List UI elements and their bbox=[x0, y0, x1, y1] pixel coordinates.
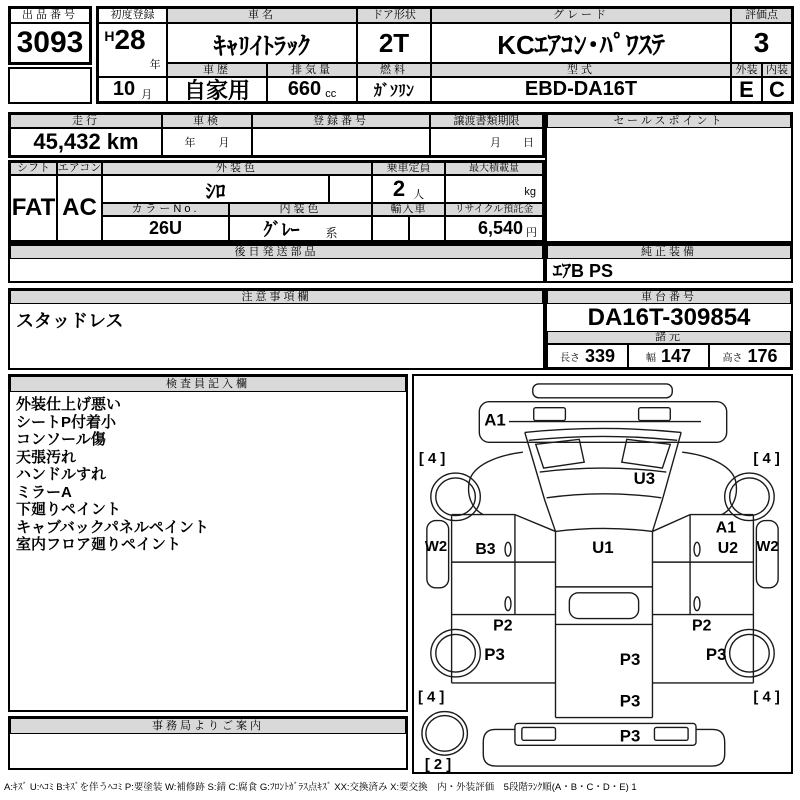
inspector-note-item: 天張汚れ bbox=[16, 448, 77, 466]
sales-point-header: セールスポイント bbox=[547, 114, 791, 128]
model-code-value: EBD-DA16T bbox=[431, 77, 731, 102]
diagram-label-right-bed-p2: P2 bbox=[692, 617, 712, 635]
diagram-label-rear-left-tire: [ 4 ] bbox=[417, 689, 445, 706]
grade-value: KCｴｱｺﾝ･ﾊﾟﾜｽﾃ bbox=[431, 23, 731, 63]
color-no-header: カラーNo. bbox=[102, 203, 229, 216]
inspector-notes-list bbox=[10, 392, 406, 710]
diagram-label-right-door-u2: U2 bbox=[717, 540, 739, 558]
inspector-note-item: 外装仕上げ悪い bbox=[16, 396, 122, 413]
first-reg-year-unit: 年 bbox=[149, 59, 161, 71]
recycle-deposit-unit: 円 bbox=[526, 227, 537, 239]
first-reg-year: 28 bbox=[114, 24, 146, 55]
inspection-value-cell bbox=[162, 128, 252, 156]
max-load-value-cell bbox=[445, 175, 543, 203]
spec-height-cell bbox=[709, 344, 791, 368]
chassis-number-value: DA16T-309854 bbox=[547, 304, 791, 331]
diagram-label-tailgate-p3: P3 bbox=[619, 691, 641, 711]
recycle-deposit-header: リサイクル預託金 bbox=[445, 203, 543, 216]
windshield-right-pane-shape bbox=[622, 439, 670, 468]
spec-height-value: 176 bbox=[747, 345, 778, 366]
diagram-label-front-left-tire: [ 4 ] bbox=[418, 451, 446, 468]
specs-header: 諸元 bbox=[547, 331, 791, 344]
capacity-value-cell bbox=[372, 175, 445, 203]
spare-tire-shape bbox=[422, 712, 468, 756]
interior-color-header: 内装色 bbox=[229, 203, 372, 216]
displacement-unit: cc bbox=[325, 87, 337, 100]
office-notice-body bbox=[10, 734, 406, 768]
aircon-value: AC bbox=[57, 175, 102, 241]
spec-width-cell bbox=[628, 344, 709, 368]
interior-color-suffix: 系 bbox=[325, 226, 338, 240]
door-shape-header: ドア形状 bbox=[357, 8, 431, 23]
diagram-label-floor: U1 bbox=[592, 538, 614, 558]
diagram-label-right-door-a1: A1 bbox=[715, 519, 737, 537]
displacement-header: 排気量 bbox=[267, 63, 357, 77]
first-reg-header: 初度登録 bbox=[98, 8, 167, 23]
interior-grade-value: C bbox=[762, 77, 792, 102]
transfer-docs-header: 譲渡書類期限 bbox=[430, 114, 543, 128]
door-shape-value: 2T bbox=[357, 23, 431, 63]
right-headlight-shape bbox=[639, 408, 671, 421]
spec-length-cell bbox=[547, 344, 628, 368]
shift-value: FAT bbox=[10, 175, 57, 241]
exterior-grade-value: E bbox=[731, 77, 762, 102]
exterior-grade-header: 外装 bbox=[731, 63, 762, 77]
inspector-note-item: キャブバックパネルペイント bbox=[16, 518, 209, 536]
lot-number-header: 出品番号 bbox=[10, 8, 90, 23]
inspector-note-item: 室内フロア廻りペイント bbox=[16, 536, 182, 553]
score-header: 評価点 bbox=[731, 8, 792, 23]
chassis-specs-box bbox=[545, 288, 793, 370]
spec-width-label: 幅 bbox=[645, 352, 656, 364]
interior-color-value-cell bbox=[229, 216, 372, 241]
import-car-cell-2 bbox=[409, 216, 445, 241]
diagram-label-right-rear-p3: P3 bbox=[705, 645, 727, 665]
diagram-label-right-sill: W2 bbox=[756, 539, 779, 556]
rear-window-shape bbox=[569, 593, 638, 619]
office-notice-header: 事務局よりご案内 bbox=[10, 718, 406, 734]
oem-equipment-box bbox=[545, 243, 793, 283]
rear-left-wheel-shape bbox=[431, 629, 480, 677]
interior-color-value: ｸﾞﾚｰ bbox=[263, 219, 300, 240]
damage-diagram-box bbox=[412, 374, 793, 774]
inspector-note-item: コンソール傷 bbox=[16, 431, 106, 448]
damage-code-legend: A:ｷｽﾞ U:ﾍｺﾐ B:ｷｽﾞを伴うﾍｺﾐ P:要塗装 W:補修跡 S:錆 C:腐食 G:ﾌﾛﾝﾄｶﾞﾗｽ点ｷｽﾞ XX:交換済み X:要交換 内・外装評価 5段階ﾗﾝｸ順(A・B・C・D・E) 1 bbox=[4, 782, 637, 793]
inspector-notes-box bbox=[8, 374, 408, 712]
caution-notes-header: 注意事項欄 bbox=[10, 290, 543, 304]
caution-notes-box bbox=[8, 288, 545, 370]
displacement-value: 660 bbox=[287, 78, 322, 100]
inspector-note-item: ハンドルすれ bbox=[16, 466, 107, 483]
sales-point-body bbox=[547, 128, 791, 241]
inspector-notes-header: 検査員記入欄 bbox=[10, 376, 406, 392]
spec-width-value: 147 bbox=[660, 345, 692, 366]
chassis-number-header: 車台番号 bbox=[547, 290, 791, 304]
car-name-value: ｷｬﾘｲﾄﾗｯｸ bbox=[167, 23, 357, 63]
grade-header: グレード bbox=[431, 8, 731, 23]
max-load-header: 最大積載量 bbox=[445, 162, 543, 175]
diagram-label-spare-tire: [ 2 ] bbox=[424, 757, 452, 772]
capacity-value: 2 bbox=[392, 176, 406, 201]
registration-number-header: 登録番号 bbox=[252, 114, 430, 128]
spec-height-label: 高さ bbox=[722, 352, 743, 364]
spec-length-value: 339 bbox=[584, 345, 616, 366]
shift-header: シフト bbox=[10, 162, 57, 175]
diagram-label-cab-front: A1 bbox=[484, 410, 506, 430]
diagram-label-left-rear-p3: P3 bbox=[484, 645, 505, 665]
displacement-value-cell bbox=[267, 77, 357, 102]
history-header: 車歴 bbox=[167, 63, 267, 77]
first-reg-year-cell bbox=[98, 23, 167, 77]
later-parts-box bbox=[8, 243, 545, 283]
truck-damage-diagram bbox=[414, 376, 791, 772]
registration-number-value bbox=[252, 128, 430, 156]
first-reg-era: H bbox=[104, 28, 115, 44]
diagram-label-left-sill: W2 bbox=[424, 539, 448, 556]
windshield-left-pane-shape bbox=[536, 439, 584, 468]
mileage-header: 走行 bbox=[10, 114, 162, 128]
diagram-label-bed-center-p3: P3 bbox=[619, 650, 641, 670]
inspector-note-item: ミラーA bbox=[16, 483, 72, 501]
inspection-month-unit: 月 bbox=[218, 137, 230, 149]
vehicle-header-table bbox=[96, 6, 794, 104]
import-car-cell-1 bbox=[372, 216, 409, 241]
front-bumper-shape bbox=[533, 384, 673, 398]
diagram-label-windshield: U3 bbox=[633, 468, 656, 488]
right-door-handle-shape bbox=[694, 542, 700, 556]
oem-equipment-value: ｴｱB PS bbox=[547, 259, 791, 281]
history-value: 自家用 bbox=[167, 77, 267, 102]
inspection-header: 車検 bbox=[162, 114, 252, 128]
later-parts-body bbox=[10, 259, 543, 281]
capacity-header: 乗車定員 bbox=[372, 162, 445, 175]
front-right-wheel-shape bbox=[725, 473, 774, 521]
first-reg-month-unit: 月 bbox=[141, 88, 153, 101]
import-car-header: 輸入車 bbox=[372, 203, 445, 216]
color-no-value: 26U bbox=[102, 216, 229, 241]
lot-number-value: 3093 bbox=[10, 23, 90, 63]
left-door-handle-shape bbox=[505, 542, 511, 556]
diagram-label-left-door: B3 bbox=[475, 541, 496, 559]
transfer-month-unit: 月 bbox=[490, 137, 501, 149]
transfer-day-unit: 日 bbox=[523, 137, 534, 149]
score-value: 3 bbox=[731, 23, 792, 63]
rear-right-wheel-shape bbox=[725, 629, 774, 677]
aircon-header: エアコン bbox=[57, 162, 102, 174]
lot-number-box bbox=[8, 6, 92, 65]
later-parts-header: 後日発送部品 bbox=[10, 245, 543, 259]
spec-length-label: 長さ bbox=[559, 352, 580, 364]
max-load-unit: kg bbox=[524, 186, 536, 198]
front-left-wheel-shape bbox=[431, 473, 480, 521]
first-reg-month: 10 bbox=[112, 78, 136, 100]
interior-grade-header: 内装 bbox=[762, 63, 792, 77]
recycle-deposit-value: 6,540 bbox=[477, 218, 523, 238]
mileage-row bbox=[8, 112, 545, 158]
first-reg-month-cell bbox=[98, 77, 167, 102]
diagram-label-left-bed-p2: P2 bbox=[493, 617, 513, 635]
lot-number-empty-box bbox=[8, 67, 92, 104]
sales-point-box bbox=[545, 112, 793, 243]
color-equipment-table bbox=[8, 160, 545, 243]
oem-equipment-header: 純正装備 bbox=[547, 245, 791, 259]
diagram-label-front-right-tire: [ 4 ] bbox=[753, 451, 780, 468]
inspection-year-unit: 年 bbox=[184, 137, 196, 149]
fuel-header: 燃料 bbox=[357, 63, 431, 77]
diagram-label-rear-right-tire: [ 4 ] bbox=[753, 689, 780, 706]
exterior-color-sub-cell bbox=[329, 175, 372, 203]
capacity-unit: 人 bbox=[413, 189, 425, 201]
office-notice-box bbox=[8, 716, 408, 770]
left-headlight-shape bbox=[534, 408, 566, 421]
exterior-color-value: ｼﾛ bbox=[102, 175, 329, 203]
caution-notes-value: スタッドレス bbox=[10, 304, 543, 368]
mileage-value: 45,432 km bbox=[10, 128, 162, 156]
model-code-header: 型式 bbox=[431, 63, 731, 77]
car-name-header: 車名 bbox=[167, 8, 357, 23]
transfer-docs-value-cell bbox=[430, 128, 543, 156]
inspector-note-item: 下廻りペイント bbox=[16, 501, 122, 518]
diagram-label-rear-bumper-p3: P3 bbox=[619, 726, 641, 746]
exterior-color-header: 外装色 bbox=[102, 162, 372, 175]
inspector-note-item: シートP付着小 bbox=[16, 413, 117, 431]
fuel-value: ｶﾞｿﾘﾝ bbox=[357, 77, 431, 102]
recycle-deposit-value-cell bbox=[445, 216, 543, 241]
